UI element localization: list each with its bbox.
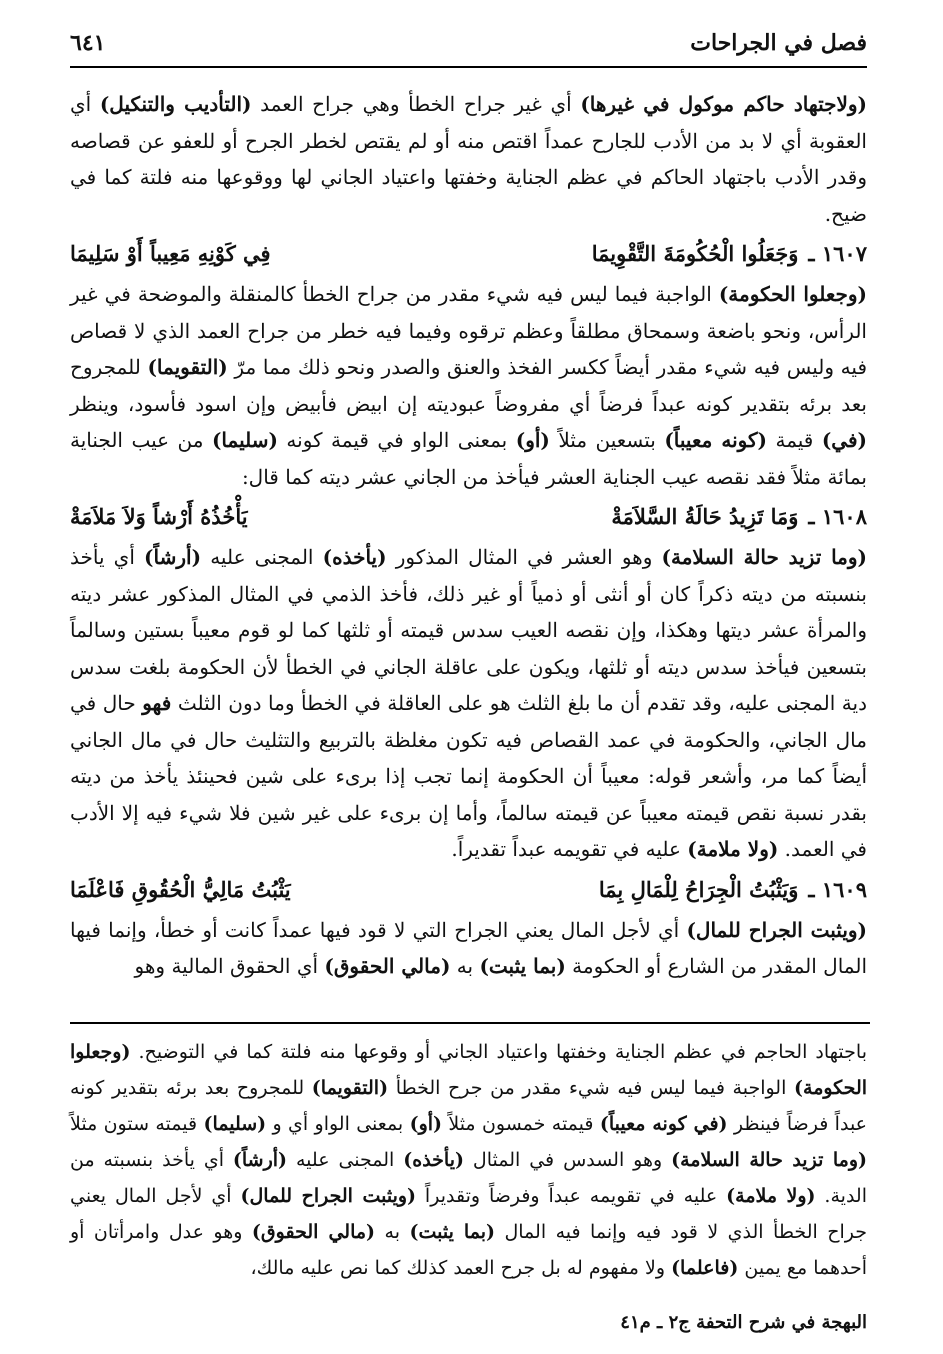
bold-phrase: (ولاجتهاد حاكم موكول في غيرها)	[580, 92, 867, 116]
verse-number: ١٦٠٧ ـ	[808, 241, 867, 266]
text-run: أي لأجل المال يعني الجراح التي لا قود فيها عمداً كانت أو خطأ، وإنما فيها المال المقدر من الشارع أو الحكومة	[70, 917, 867, 978]
text-run: المجنى عليه	[201, 545, 323, 569]
text-run: باجتهاد الحاجم في عظم الجناية وخفتها واعتياد الجاني أو وقوعها منه فلتة كما في التوضيح.	[130, 1041, 867, 1063]
text-run: وهو السدس في المثال	[464, 1149, 672, 1171]
text-run: وهو عدل وامرأتان أو أحدهما مع يمين	[70, 1221, 867, 1279]
text-run: أي لأجل المال يعني جراح الخطأ الذي لا قود فيه وإنما فيه المال	[70, 1185, 868, 1243]
paragraph-2	[70, 276, 867, 495]
text-run: عليه في تقويمه عبداً وفرضاً وتقديراً	[416, 1185, 727, 1207]
bold-phrase: (التأديب والتنكيل)	[99, 92, 252, 116]
paragraph-3	[70, 539, 867, 868]
text-run: بمعنى الواو أي و	[266, 1113, 410, 1135]
verse-1609	[70, 868, 867, 912]
verse-number: ١٦٠٩ ـ	[808, 876, 867, 902]
verse-hemistich-2: يَثْبُتُ مَالِيُّ الْحُقُوقِ فَاعْلَمَا	[70, 876, 291, 902]
bold-phrase: (أرشاً)	[144, 545, 202, 569]
bold-phrase: (بما يثبت)	[409, 1221, 495, 1243]
text-run: وهو العشر في المثال المذكور	[386, 545, 662, 569]
verse-1607	[70, 232, 867, 276]
bold-phrase: (بما يثبت)	[479, 954, 566, 978]
main-text	[70, 86, 867, 985]
text-run: للمجروح بعد برئه بتقدير كونه عبداً فرضاً فينظر	[70, 1077, 868, 1135]
verse-number: ١٦٠٨ ـ	[808, 504, 867, 529]
text-run: عليه في تقويمه عبداً تقديراً.	[451, 837, 688, 861]
footnote-divider	[70, 1022, 870, 1024]
text-run: أي العقوبة أي لا بد من الأدب للجارح عمداً اقتص منه أو لم يقتص لخطر الجرح أو للعفو عن قصاصه وقدر الأدب باجتهاد الحاكم في عظم الجناية وخفتها واعتياد الجاني لها ووقوعها منه فلتة كما في ضيح.	[70, 92, 867, 226]
bold-phrase: (التقويما)	[311, 1077, 389, 1099]
text-run: حال في مال الجاني، والحكومة في عمد القصاص فيه تكون مغلظة بالتربيع والتثليث حال في مال الجاني أيضاً كما مر، وأشعر قوله: معيباً أن الحكومة إنما تجب إذا برىء على شين فحينئذ يأخذ من ديته بقدر نسبة نقص قيمته معيباً عن قيمته سالماً، وأما إن برىء على غير شين فلا شيء فيه إلا الأدب في العمد.	[70, 691, 867, 861]
footnote-paragraph	[70, 1034, 867, 1286]
text-run: قيمته خمسون مثلاً	[442, 1113, 600, 1135]
bold-phrase: (وجعلوا الحكومة)	[70, 1041, 868, 1099]
bold-phrase: (فاعلما)	[671, 1257, 739, 1279]
bold-phrase: (في كونه معيباً)	[599, 1113, 728, 1135]
text-run: قيمة	[767, 428, 822, 452]
bold-phrase: (وجعلوا الحكومة)	[718, 282, 868, 306]
text-run: أي يأخذ بنسبته من ديته ذكراً كان أو أنثى أو ذمياً أو غير ذلك، فأخذ الذمي في المثال المذكور عشر ديته والمرأة عشر ديتها وهكذا، وإن نقصه العيب سدس قيمته أو ثلثها كما لو قوم معيباً بستين وسالماً بتسعين فيأخذ سدس ديته أو ثلثها، ويكون على عاقلة الجاني في الخطأ لأن الحكومة بلغت سدس دية المجنى عليه، وقد تقدم أن ما بلغ الثلث هو على العاقلة في الخطأ وما دون الثلث	[70, 545, 867, 715]
text-run: بمعنى الواو في قيمة كونه	[277, 428, 516, 452]
verse-1608	[70, 495, 867, 539]
text-run: بتسعين مثلاً	[549, 428, 665, 452]
text-run: من عيب الجناية بمائة مثلاً فقد نقصه عيب الجناية العشر فيأخذ من الجاني عشر ديته كما قال:	[70, 428, 867, 489]
verse-hemistich-2: فِي كَوْنِهِ مَعِيباً أَوْ سَلِيمَا	[70, 241, 271, 266]
verse-hemistich-2: يَأْخُذُهُ أَرْشاً وَلاَ مَلاَمَةْ	[70, 504, 248, 529]
footer-book-title: البهجة في شرح التحفة	[696, 1312, 867, 1333]
text-run: أي غير جراح الخطأ وهي جراح العمد	[251, 92, 581, 116]
text-run: به	[375, 1221, 410, 1243]
text-run: الواجبة فيما ليس فيه شيء مقدر من جراح الخطأ كالمنقلة والموضحة في غير الرأس، ونحو باضعة وسمحاق مطلقاً وعظم ترقوه وفيما فيه خطر من جراح العمد الذي لا قصاص فيه وليس فيه شيء مقدر أيضاً ككسر الفخذ والعنق والصدر ونحو ذلك مما مرّ	[70, 282, 867, 379]
text-run: المجنى عليه	[287, 1149, 404, 1171]
running-header	[70, 26, 867, 60]
text-run: أي يأخذ بنسبته من الدية.	[70, 1149, 867, 1207]
text-run: أي الحقوق المالية وهو	[134, 954, 325, 978]
bold-phrase: (وما تزيد حالة السلامة)	[671, 1149, 867, 1171]
verse-hemistich-1: وَيَثْبُتُ الْجِرَاحُ لِلْمَالِ بِمَا	[598, 876, 799, 902]
bold-phrase: (مالي الحقوق)	[251, 1221, 376, 1243]
bold-phrase: (ولا ملامة)	[687, 837, 779, 861]
bold-phrase: (يأخذه)	[322, 545, 387, 569]
bold-phrase: (كونه معيباً)	[664, 428, 768, 452]
bold-phrase: (وما تزيد حالة السلامة)	[661, 545, 867, 569]
verse-hemistich-1: وَمَا تَزِيدُ حَالَةُ السَّلاَمَةْ	[611, 504, 799, 529]
paragraph-4	[70, 912, 867, 985]
signature-mark: ج٢ ـ م٤١	[620, 1312, 690, 1333]
bold-phrase: (سليما)	[203, 1113, 267, 1135]
text-run: قيمته ستون مثلاً	[70, 1113, 204, 1135]
bold-phrase: (سليما)	[211, 428, 278, 452]
text-run: ولا مفهوم له بل جرح العمد كذلك كما نص عليه مالك،	[250, 1257, 672, 1279]
bold-phrase: فهو	[142, 691, 172, 715]
bold-phrase: (أو)	[515, 428, 550, 452]
header-title: فصل في الجراحات	[690, 30, 867, 56]
bold-phrase: (ويثبت الجراح للمال)	[686, 917, 868, 942]
text-run: للمجروح بعد برئه بتقدير كونه عبداً فرضاً أي مفروضاً عبوديته إن ابيض فأبيض وإن اسود فأسود، وينظر	[70, 355, 867, 416]
bold-phrase: (ولا ملامة)	[726, 1185, 816, 1207]
bold-phrase: (التقويما)	[147, 355, 228, 379]
header-divider	[70, 66, 867, 68]
bold-phrase: (أرشاً)	[232, 1149, 288, 1171]
text-run: الواجبة فيما ليس فيه شيء مقدر من جرح الخطأ	[388, 1077, 795, 1099]
page-number: ٦٤١	[70, 30, 106, 56]
bold-phrase: (يأخذه)	[403, 1149, 464, 1171]
text-run: به	[450, 954, 480, 978]
paragraph-1	[70, 86, 867, 232]
page-footer	[620, 1312, 867, 1333]
bold-phrase: (في)	[821, 428, 867, 452]
bold-phrase: (مالي الحقوق)	[324, 954, 451, 978]
bold-phrase: (أو)	[409, 1113, 443, 1135]
footnote-commentary	[70, 1034, 867, 1286]
bold-phrase: (ويثبت الجراح للمال)	[240, 1185, 417, 1207]
verse-hemistich-1: وَجَعَلُوا الْحُكُومَةَ التَّقْوِيمَا	[591, 241, 799, 266]
